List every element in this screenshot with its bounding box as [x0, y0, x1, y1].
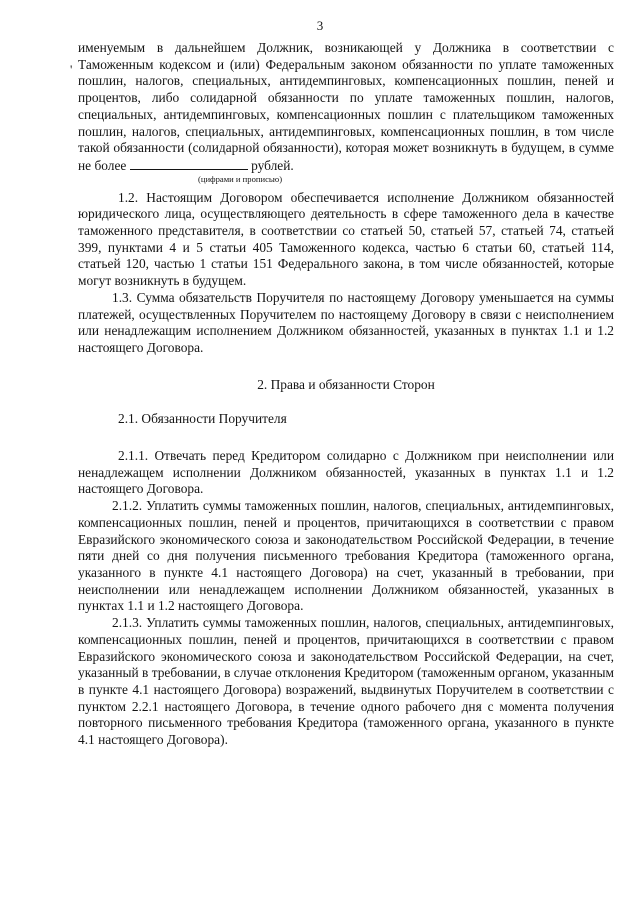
paragraph-1-1-text: именуемым в дальнейшем Должник, возникающей у Должника в соответствии с Таможенным кодексом и (или) Федеральным законом обязанности по уплате таможенных пошлин, налогов, специальных, антидемпинговых, компенсационных пошлин, пеней и процентов, либо солидарной обязанности по уплате таможенных пошлин, налогов, специальных, антидемпинговых, компенсационных пошлин с плательщиком таможенных пошлин, налогов, специальных, антидемпинговых, компенсационных пошлин, в том числе такой обязанности (солидарной обязанности), которая может возникнуть в будущем, в сумме не более: [78, 40, 614, 173]
subsection-2-1-title: 2.1. Обязанности Поручителя: [118, 411, 287, 427]
currency-label: рублей.: [251, 157, 294, 173]
page-number: 3: [316, 18, 324, 33]
paragraph-1-1-continuation: [78, 40, 614, 175]
margin-mark: ': [70, 62, 73, 77]
amount-blank-line: [130, 157, 248, 170]
paragraph-2-1-3: 2.1.3. Уплатить суммы таможенных пошлин, налогов, специальных, антидемпинговых, компенсационных пошлин, пеней и процентов, причитающихся в соответствии с правом Евразийского экономического союза и законодательством Российской Федерации, на счет, указанный в требовании, в случае отклонения Кредитором (таможенным органом, указанным в пункте 4.1 настоящего Договора) возражений, выдвинутых Поручителем в соответствии с пунктом 2.2.1 настоящего Договора, в течение одного рабочего дня с момента получения повторного письменного требования Кредитора (таможенного органа, указанного в пункте 4.1 настоящего Договора).: [78, 615, 614, 748]
section-2-title: 2. Права и обязанности Сторон: [257, 376, 435, 392]
paragraph-2-1-1: 2.1.1. Отвечать перед Кредитором солидарно с Должником при неисполнении или ненадлежащем исполнении Должником обязанностей, указанных в пунктах 1.1 и 1.2 настоящего Договора.: [78, 448, 614, 497]
paragraph-2-1-2: 2.1.2. Уплатить суммы таможенных пошлин, налогов, специальных, антидемпинговых, компенсационных пошлин, пеней и процентов, причитающихся в соответствии с правом Евразийского экономического союза и законодательством Российской Федерации, в течение пяти дней со дня получения письменного требования Кредитора (таможенного органа, указанного в пункте 4.1 настоящего Договора) на счет, указанный в требовании, при неисполнении или ненадлежащем исполнении Должником обязанностей, указанных в пунктах 1.1 и 1.2 настоящего Договора.: [78, 498, 614, 614]
document-body: [78, 40, 614, 749]
paragraph-1-3: 1.3. Сумма обязательств Поручителя по настоящему Договору уменьшается на суммы платежей, осуществленных Поручителем по настоящему Договору в связи с неисполнением или ненадлежащим исполнением Должником обязанностей, указанных в пунктах 1.1 и 1.2 настоящего Договора.: [78, 289, 614, 355]
paragraph-1-2: 1.2. Настоящим Договором обеспечивается исполнение Должником обязанностей юридического лица, осуществляющего деятельность в сфере таможенного дела в качестве таможенного представителя, в соответствии со статьей 50, статьей 57, статьей 74, статьей 399, пунктами 4 и 5 статьи 405 Таможенного кодекса, частью 6 статьи 60, статьей 114, статьей 120, частью 1 статьи 151 Федерального закона, в том числе обязанностей, которые могут возникнуть в будущем.: [78, 189, 614, 289]
amount-caption: (цифрами и прописью): [198, 173, 283, 184]
